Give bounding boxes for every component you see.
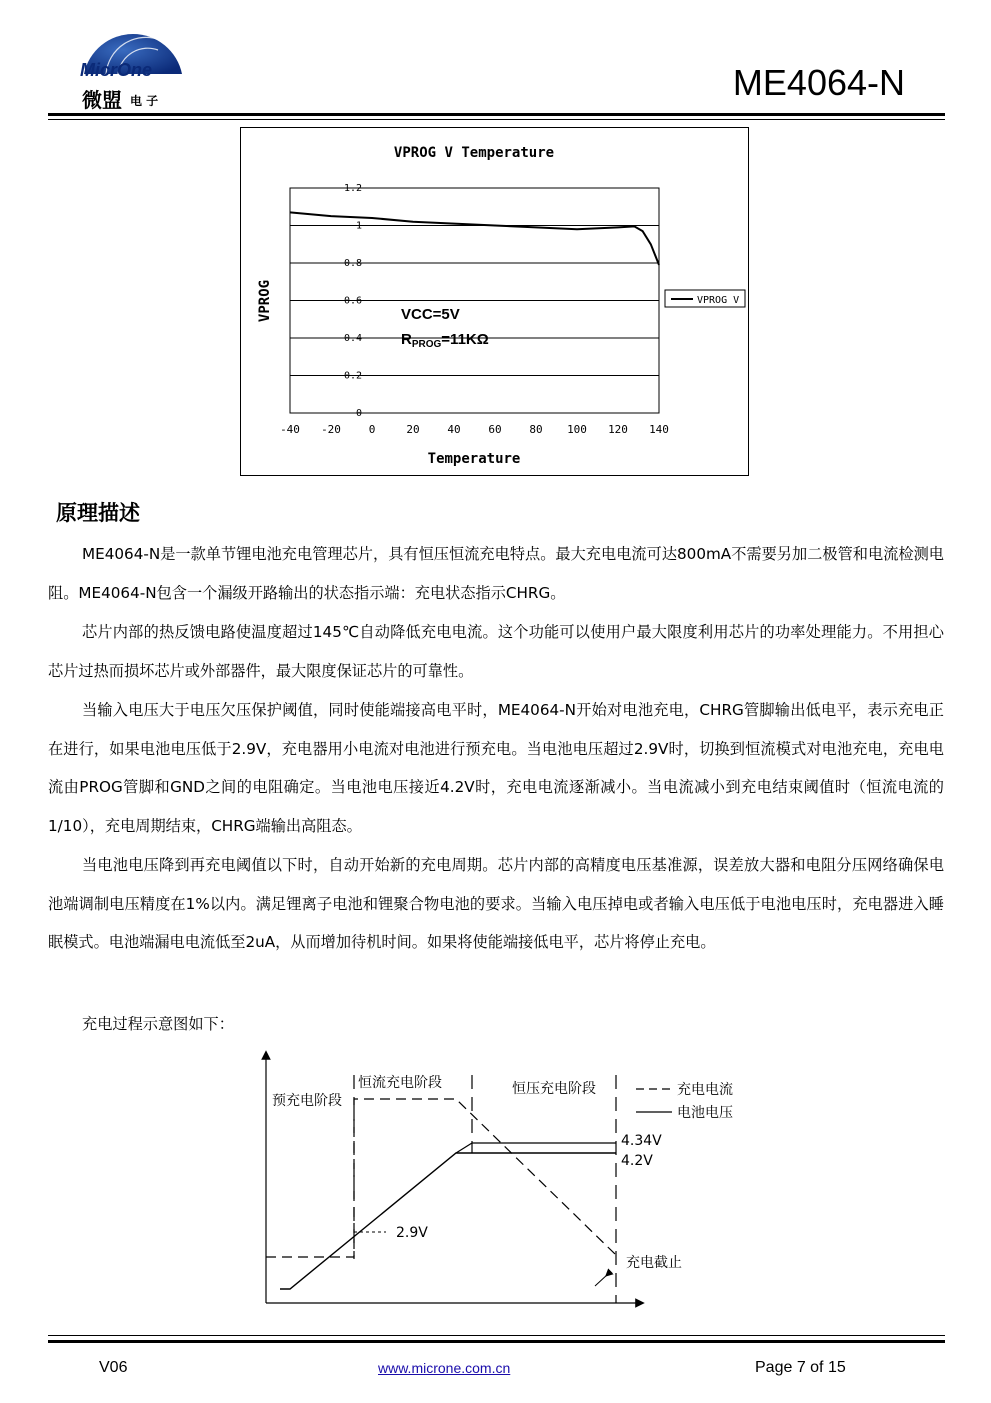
logo-text-cn: 微盟 (82, 88, 122, 112)
logo-text-cn-small: 电 子 (130, 94, 159, 108)
y-tick-label: 0.2 (343, 370, 362, 382)
battery-voltage-curve (280, 1153, 616, 1289)
legend-label: VPROG V (697, 295, 740, 306)
footer-version: V06 (99, 1359, 128, 1376)
annotation-vcc: VCC=5V (401, 306, 460, 323)
x-tick-label: 20 (406, 423, 420, 436)
logo-text-en: MicrOne (80, 60, 153, 80)
x-tick-labels (280, 423, 669, 436)
y-tick-label: 1 (355, 220, 362, 232)
charging-process-diagram (250, 1045, 770, 1317)
footer-website-link[interactable]: www.microne.com.cn (378, 1360, 511, 1376)
company-logo (78, 20, 188, 112)
legend-voltage-label: 电池电压 (677, 1105, 733, 1121)
level-42-small (456, 1143, 472, 1153)
x-axis-label: Temperature (427, 451, 521, 467)
footer-rule-thick (48, 1340, 945, 1343)
paragraph-4: 当电池电压降到再充电阈值以下时，自动开始新的充电周期。芯片内部的高精度电压基准源，误差放大器和电阻分压网络确保电池端调制电压精度在1%以内。满足锂离子电池和锂聚合物电池的要求。当输入电压掉电或者输入电压低于电池电压时，充电器进入睡眠模式。电池端漏电电流低至2uA，从而增加待机时间。如果将使能端接低电平，芯片将停止充电。 (48, 856, 944, 951)
legend-current-label: 充电电流 (677, 1082, 733, 1098)
label-42v: 4.2V (621, 1153, 653, 1169)
y-tick-label: 1.2 (343, 183, 362, 194)
label-stage-cc: 恒流充电阶段 (358, 1075, 442, 1091)
header-rule-thick (48, 113, 945, 116)
y-tick-label: 0.4 (343, 333, 362, 344)
vprog-temperature-chart (240, 127, 749, 476)
label-charge-end: 充电截止 (626, 1255, 682, 1271)
x-tick-label: 40 (447, 423, 461, 436)
label-434v: 4.34V (621, 1133, 662, 1149)
x-tick-label: -20 (321, 423, 341, 436)
y-tick-label: 0.6 (343, 295, 362, 307)
x-tick-label: 100 (567, 423, 587, 436)
header-rule-thin (48, 119, 945, 120)
chart-title: VPROG V Temperature (393, 145, 555, 161)
x-tick-label: 140 (649, 423, 669, 436)
y-tick-label: 0 (355, 408, 362, 419)
paragraph-3: 当输入电压大于电压欠压保护阈值，同时使能端接高电平时，ME4064-N开始对电池充电，CHRG管脚输出低电平，表示充电正在进行，如果电池电压低于2.9V，充电器用小电流对电池进行预充电。当电池电压超过2.9V时，切换到恒流模式对电池充电，充电电流由PROG管脚和GND之间的电阻确定。当电池电压接近4.2V时，充电电流逐渐减小。当电流减小到充电结束阈值时（恒流电流的1/10），充电周期结束，CHRG端输出高阻态。 (48, 701, 944, 835)
annotation-rprog: $R_{PROG}=11K\Omega$ (401, 331, 489, 350)
charge-end-arrow (595, 1274, 608, 1286)
y-tick-label: 0.8 (343, 258, 362, 269)
document-title: ME4064-N (732, 62, 905, 103)
y-axis-label: VPROG (257, 279, 273, 323)
paragraph-1: ME4064-N是一款单节锂电池充电管理芯片，具有恒压恒流充电特点。最大充电电流可达800mA不需要另加二极管和电流检测电阻。ME4064-N包含一个漏级开路输出的状态指示端：充电状态指示CHRG。 (48, 545, 944, 602)
x-tick-label: 0 (368, 423, 376, 436)
x-tick-label: 120 (608, 423, 628, 436)
x-tick-label: -40 (280, 423, 300, 436)
footer-rule-thin (48, 1335, 945, 1336)
x-tick-label: 80 (529, 423, 543, 436)
process-caption: 充电过程示意图如下： (82, 1015, 234, 1033)
paragraph-2: 芯片内部的热反馈电路使温度超过145℃自动降低充电电流。这个功能可以使用户最大限度利用芯片的功率处理能力。不用担心芯片过热而损坏芯片或外部器件，最大限度保证芯片的可靠性。 (48, 623, 944, 680)
section-heading: 原理描述 (56, 501, 140, 525)
footer-page-number: Page 7 of 15 (755, 1359, 846, 1376)
chart-legend (665, 290, 745, 307)
label-29v: 2.9V (396, 1225, 428, 1241)
label-stage-cv: 恒压充电阶段 (512, 1081, 596, 1097)
charging-current-curve (266, 1099, 616, 1257)
x-tick-label: 60 (488, 423, 502, 436)
label-stage-precharge: 预充电阶段 (272, 1093, 342, 1109)
